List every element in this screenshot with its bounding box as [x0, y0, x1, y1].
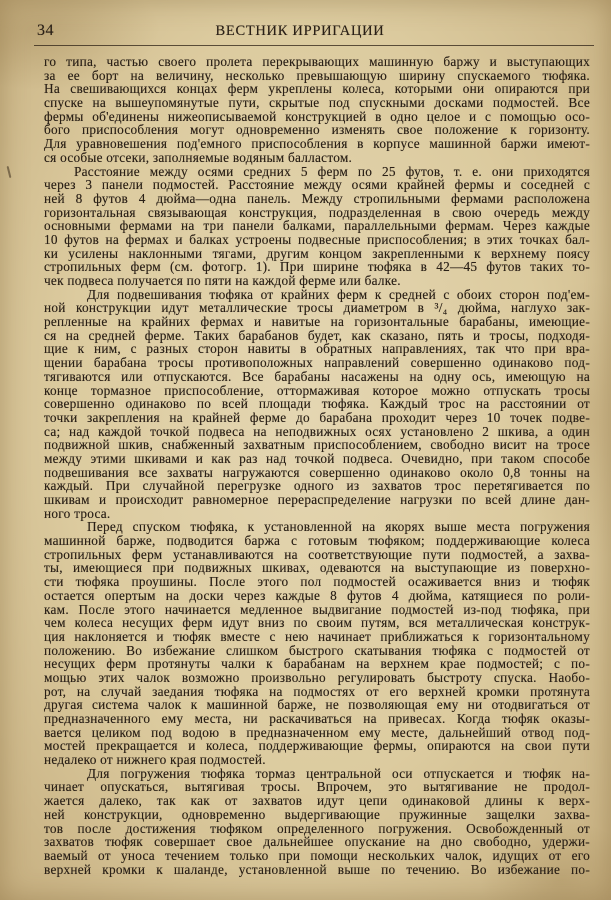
running-head	[0, 18, 611, 44]
paragraph	[44, 767, 590, 877]
text-line: бого приспособления могут одновременно изменять свое положение к горизонту.	[44, 122, 590, 138]
text-line: через 3 панели подмостей. Расстояние между осями крайней фермы и соседней с	[44, 177, 590, 193]
text-line: положению. Во избежание слишком быстрого скатывания тюфяка с подмостей от	[44, 642, 590, 658]
text-line: фермы об'единены нижеописываемой конструкцией в одно целое и с помощью осо-	[44, 108, 590, 124]
text-line: между этими шкивами и как раз над точкой подвеса. Очевидно, при таком способе	[44, 450, 590, 466]
text-line: точки закрепления на крайней ферме до барабана проходит через 10 точек подве-	[44, 409, 590, 425]
text-line: тов после достижения тюфяком определенного погружения. Освобожденный от	[44, 820, 590, 836]
text-line: за ее борт на величину, несколько превышающую ширину спускаемого тюфяка.	[44, 67, 590, 83]
text-line: Для подвешивания тюфяка от крайних ферм к средней с обоих сторон под'ем-	[87, 286, 590, 302]
text-line: тягиваются или отпускаются. Все барабаны насажены на одну ось, имеющую на	[44, 368, 590, 384]
text-line: ция наклоняется и тюфяк вместе с нею начинает приближаться к горизонтальному	[44, 628, 590, 644]
text-line: ваемый от уноса течением только при помощи нескольких чалок, идущих от его	[44, 847, 590, 863]
page-number: 34	[37, 22, 54, 39]
text-line: ты, имеющиеся при подвижных шкивах, одеваются на выступающие из поверхно-	[44, 560, 590, 576]
journal-title: ВЕСТНИК ИРРИГАЦИИ	[215, 23, 385, 39]
text-line: верхней кромки к шаланде, установленной выше по течению. Во избежание по-	[44, 861, 590, 877]
text-line: щении барабана тросы противоположных направлений совершенно одинаково под-	[44, 355, 590, 371]
text-line: Для погружения тюфяка тормаз центральной оси отпускается и тюфяк на-	[87, 765, 590, 781]
text-line: ки усилены наклонными тягами, другим концом закрепленными к верхнему поясу	[44, 245, 590, 261]
text-line: предназначенного ему места, ни раскачиваться на привесах. Когда тюфяк оказы-	[44, 711, 590, 726]
text-line: Для уравновешения под'емного приспособления в корпусе машинной баржи имеют-	[44, 136, 590, 152]
text-line: мостей прекращается и колеса, поддерживающие фермы, опираются на свои пути	[44, 738, 590, 754]
text-line: ся особые отсеки, заполняемые водяным балластом.	[44, 149, 353, 165]
text-line: ней конструкции, одновременно выдергивающие пружинные защелки захва-	[44, 806, 590, 822]
text-line: мощью этих чалок возможно произвольно регулировать быстроту спуска. Наобо-	[44, 669, 590, 685]
text-line: спуске на вышеупомянутые пути, скрытые под спускными досками подмостей. Все	[44, 95, 590, 111]
text-line: машинной барже, подводится баржа с готовым тюфяком; поддерживающие колеса	[44, 533, 590, 549]
text-line: недалеко от нижнего края подмостей.	[44, 752, 266, 768]
text-line: Расстояние между осями средних 5 ферм по 25 футов, т. е. они приходятся	[74, 163, 590, 179]
paragraph	[44, 288, 590, 521]
text-line: подвешивания все захваты нагружаются совершенно одинаково около 0,8 тонны на	[44, 464, 590, 480]
text-line: стропильных ферм устанавливаются на соответствующие пути подмостей, а захва-	[44, 546, 590, 562]
margin-pencil-mark	[7, 166, 12, 178]
text-line: шкивам и происходит равномерное перераспределение нагрузки по всей длине дан-	[44, 492, 590, 507]
text-line: остается опертым на доски через каждые 8 футов 4 дюйма, катящиеся по роли-	[44, 587, 590, 603]
text-line: чек подвеса получается по пяти на каждой ферме или балке.	[44, 273, 401, 288]
text-line: подвижной шкив, снабженный захватным приспособлением, свободно висит на тросе	[44, 437, 590, 453]
header-rule	[34, 45, 594, 46]
text-line: жается далеко, так как от захватов идут цепи одинаковой длины к верх-	[44, 793, 590, 809]
text-line: чинает опускаться, вытягивая тросы. Впрочем, это вытягивание не продол-	[44, 779, 590, 795]
paragraph	[44, 520, 590, 766]
text-line: ной конструкции идут металлические тросы диаметром в ³/₄ дюйма, наглухо зак-	[44, 300, 590, 316]
text-line: го типа, частью своего пролета перекрывающих машинную баржу и выступающих	[44, 54, 590, 69]
text-line: каждый. При случайной перегрузке одного из захватов трос перетягивается по	[44, 478, 590, 494]
text-line: ней 8 футов 4 дюйма—одна панель. Между стропильными фермами расположена	[44, 190, 590, 206]
text-line: рот, на случай заедания тюфяка на подмостях от его верхней кромки протянута	[44, 683, 590, 699]
text-line: ного троса.	[44, 505, 111, 521]
text-line: захватов тюфяк совершает свое дальнейшее опускание на дно свободно, удержи-	[44, 834, 590, 850]
text-line: стропильных ферм (см. фотогр. 1). При ширине тюфяка в 42—45 футов таких то-	[44, 259, 590, 275]
text-line: чем колеса несущих ферм идут вниз по своим путям, вся металлическая конструк-	[44, 615, 590, 631]
text-line: репленные на крайних фермах и навитые на горизонтальные барабаны, имеющие-	[44, 314, 590, 330]
text-line: щие к ним, с разных сторон навиты в обратных направлениях, так что при вра-	[44, 341, 590, 357]
text-line: конце тормазное приспособление, оттормаживая которое можно отпускать тросы	[44, 382, 590, 398]
text-line: горизонтальная связывающая конструкция, подразделенная в свою очередь между	[44, 204, 590, 220]
paragraph	[44, 55, 590, 165]
text-line: несущих ферм протянуты чалки к барабанам на верхнем крае подмостей; с по-	[44, 656, 590, 672]
text-line: кам. После этого начинается медленное выдвигание подмостей из-под тюфяка, при	[44, 601, 590, 617]
paragraph	[44, 165, 590, 288]
text-line: 10 футов на фермах и балках устроены подвесные приспособления; в этих точках бал-	[44, 231, 590, 247]
text-line: ся на средней ферме. Таких барабанов будет, как сказано, пять и тросы, подходя-	[44, 327, 590, 343]
text-line: основными фермами на три панели балками, параллельными фермам. Через каждые	[44, 218, 590, 234]
text-line: На свешивающихся концах ферм укреплены колеса, которыми они опираются при	[44, 81, 590, 97]
text-line: са; над каждой точкой подвеса на неподвижных осях установлено 2 шкива, а один	[44, 423, 590, 439]
article-text	[44, 55, 590, 876]
text-line: вается целиком под водою в предназначенном ему месте, дальнейший отвод под-	[44, 724, 590, 740]
text-line: совершенно одинаково по всей площади тюфяка. Каждый трос на расстоянии от	[44, 396, 590, 412]
text-line: Перед спуском тюфяка, к установленной на якорях выше места погружения	[87, 519, 590, 535]
text-line: сти тюфяка проушины. После этого пол подмостей осаживается вниз и тюфяк	[44, 574, 590, 590]
text-line: другая система чалок к машинной барже, не позволяющая ему ни отодвигаться от	[44, 697, 590, 713]
